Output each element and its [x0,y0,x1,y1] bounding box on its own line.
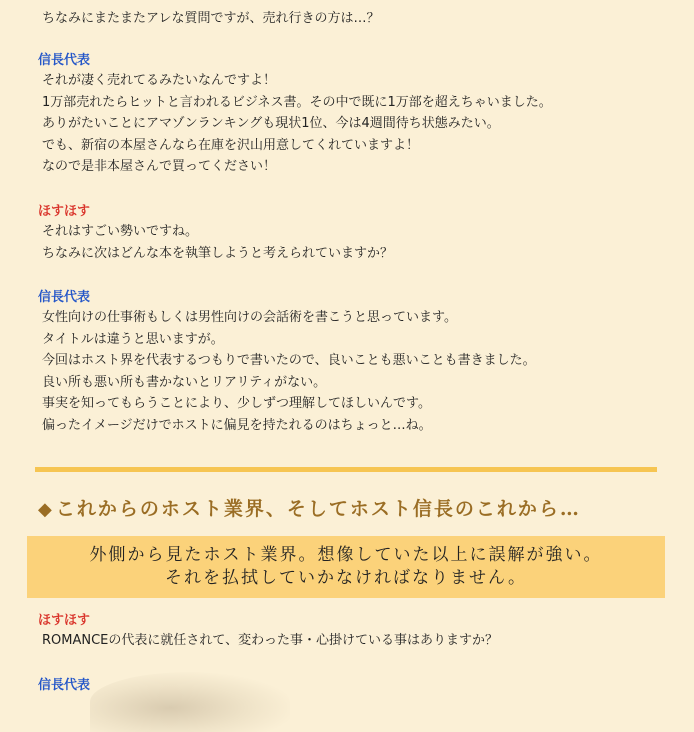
dialogue-line: 今回はホスト界を代表するつもりで書いたので、良いことも悪いことも書きました。 [42,353,536,369]
speaker-name-nobunaga: 信長代表 [38,678,91,693]
speaker-name-hosuhosu: ほすほす [38,204,91,219]
section-divider [35,467,657,472]
dialogue-lines [42,307,536,437]
banner-line: それを払拭していかなければなりません。 [164,568,528,588]
dialogue-line: ROMANCEの代表に就任されて、変わった事・心掛けている事はありますか？ [42,633,499,648]
dialogue-line: ちなみにまたまたアレな質問ですが、売れ行きの方は…？ [42,11,380,26]
diamond-bullet-icon: ◆ [38,499,54,520]
dialogue-block-5 [38,677,90,695]
portrait-photo-partial [90,672,290,732]
section-heading [38,494,581,521]
speaker-name-hosuhosu: ほすほす [38,613,91,628]
section-heading-text: これからのホスト業界、そしてホスト信長のこれから… [55,498,581,520]
dialogue-line: 良い所も悪い所も書かないとリアリティがない。 [42,374,327,390]
speaker-name-nobunaga: 信長代表 [38,53,91,68]
dialogue-line: 女性向けの仕事術もしくは男性向けの会話術を書こうと思っています。 [42,310,457,325]
highlight-banner [27,536,665,598]
dialogue-block-4 [38,612,498,652]
dialogue-line: 偏ったイメージだけでホストに偏見を持たれるのはちょっと…ね。 [42,417,432,433]
speaker-name-nobunaga: 信長代表 [38,290,91,305]
dialogue-line: タイトルは違うと思いますが。 [42,331,224,347]
dialogue-lines [42,8,379,30]
dialogue-lines [42,630,498,652]
dialogue-line: 1万部売れたらヒットと言われるビジネス書。その中で既に1万部を超えちゃいました。 [42,94,552,110]
dialogue-line: それはすごい勢いですね。 [42,224,199,239]
dialogue-line: でも、新宿の本屋さんなら在庫を沢山用意してくれていますよ！ [42,137,420,153]
dialogue-lines [42,70,552,178]
dialogue-block-3 [38,289,536,437]
dialogue-line: ありがたいことにアマゾンランキングも現状1位、今は4週間待ち状態みたい。 [42,116,500,132]
dialogue-line: ちなみに次はどんな本を執筆しようと考えられていますか？ [42,245,394,261]
dialogue-block-0 [38,8,379,30]
dialogue-lines [42,221,393,264]
dialogue-block-1 [38,52,552,178]
banner-line: 外側から見たホスト業界。想像していた以上に誤解が強い。 [89,545,603,565]
dialogue-line: 事実を知ってもらうことにより、少しずつ理解してほしいんです。 [42,396,431,412]
dialogue-block-2 [38,203,393,264]
dialogue-line: なので是非本屋さんで買ってください！ [42,159,277,175]
dialogue-line: それが凄く売れてるみたいなんですよ！ [42,73,277,88]
